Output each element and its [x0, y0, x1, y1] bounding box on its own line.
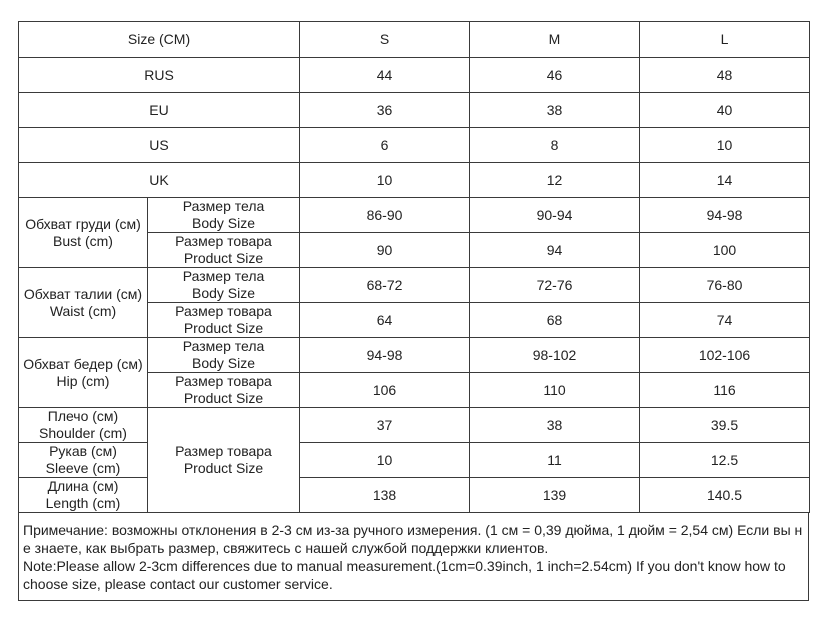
row-label: UK	[19, 163, 300, 198]
value-cell: 40	[640, 93, 810, 128]
size-l-header: L	[640, 22, 810, 58]
table-row-rus	[19, 58, 810, 93]
length-label	[19, 478, 148, 513]
table-row-uk	[19, 163, 810, 198]
length-label-en: Length (cm)	[45, 495, 121, 511]
value-cell: 36	[300, 93, 470, 128]
value-cell: 94-98	[640, 198, 810, 233]
value-cell: 94	[470, 233, 640, 268]
product-size-label	[148, 233, 300, 268]
value-cell: 116	[640, 373, 810, 408]
waist-label-ru: Обхват талии (см)	[23, 285, 143, 302]
body-size-label-ru: Размер тела	[182, 338, 265, 354]
value-cell: 68-72	[300, 268, 470, 303]
body-size-label-en: Body Size	[191, 215, 256, 231]
sleeve-label	[19, 443, 148, 478]
value-cell: 110	[470, 373, 640, 408]
sleeve-label-en: Sleeve (cm)	[45, 460, 121, 476]
body-size-label	[148, 198, 300, 233]
size-s-header: S	[300, 22, 470, 58]
product-size-label-en: Product Size	[183, 390, 264, 406]
value-cell: 140.5	[640, 478, 810, 513]
value-cell: 139	[470, 478, 640, 513]
hip-label	[19, 338, 148, 408]
shoulder-label	[19, 408, 148, 443]
value-cell: 68	[470, 303, 640, 338]
value-cell: 10	[640, 128, 810, 163]
body-size-label-ru: Размер тела	[182, 198, 265, 214]
body-size-label	[148, 268, 300, 303]
size-header-cell: Size (CM)	[19, 22, 300, 58]
size-m-header: M	[470, 22, 640, 58]
table-row-waist-body	[19, 268, 810, 303]
hip-label-en: Hip (cm)	[56, 372, 110, 389]
note-en-line-2: choose size, please contact our customer service.	[23, 576, 333, 592]
table-row-shoulder	[19, 408, 810, 443]
hip-label-ru: Обхват бедер (см)	[23, 355, 143, 372]
value-cell: 90-94	[470, 198, 640, 233]
value-cell: 74	[640, 303, 810, 338]
bust-label-en: Bust (cm)	[53, 232, 113, 249]
value-cell: 46	[470, 58, 640, 93]
body-size-label-en: Body Size	[191, 285, 256, 301]
table-header-row	[19, 22, 810, 58]
value-cell: 106	[300, 373, 470, 408]
value-cell: 100	[640, 233, 810, 268]
size-chart-table	[18, 21, 810, 513]
sleeve-label-ru: Рукав (см)	[49, 443, 117, 459]
value-cell: 86-90	[300, 198, 470, 233]
value-cell: 37	[300, 408, 470, 443]
bust-label	[19, 198, 148, 268]
value-cell: 94-98	[300, 338, 470, 373]
value-cell: 8	[470, 128, 640, 163]
value-cell: 38	[470, 408, 640, 443]
value-cell: 72-76	[470, 268, 640, 303]
shoulder-label-en: Shoulder (cm)	[39, 425, 127, 441]
value-cell: 39.5	[640, 408, 810, 443]
row-label: EU	[19, 93, 300, 128]
body-size-label	[148, 338, 300, 373]
product-size-label-ru: Размер товара	[175, 303, 272, 319]
product-size-label-ru: Размер товара	[175, 443, 272, 459]
table-row-length	[19, 478, 810, 513]
row-label: RUS	[19, 58, 300, 93]
length-label-ru: Длина (см)	[47, 478, 119, 494]
value-cell: 90	[300, 233, 470, 268]
value-cell: 44	[300, 58, 470, 93]
body-size-label-en: Body Size	[191, 355, 256, 371]
note-en-line-1: Note:Please allow 2-3cm differences due to manual measurement.(1cm=0.39inch, 1 inch=2.54cm) If you don't know how to	[23, 558, 786, 574]
measurement-note	[18, 513, 809, 601]
value-cell: 6	[300, 128, 470, 163]
table-row-bust-body	[19, 198, 810, 233]
value-cell: 102-106	[640, 338, 810, 373]
product-size-label-en: Product Size	[183, 460, 264, 476]
body-size-label-ru: Размер тела	[182, 268, 265, 284]
product-size-label-en: Product Size	[183, 250, 264, 266]
value-cell: 76-80	[640, 268, 810, 303]
waist-label	[19, 268, 148, 338]
note-ru-line-2: е знаете, как выбрать размер, свяжитесь с нашей службой поддержки клиентов.	[23, 540, 549, 556]
bust-label-ru: Обхват груди (см)	[25, 215, 141, 232]
table-row-us	[19, 128, 810, 163]
product-size-label-ru: Размер товара	[175, 373, 272, 389]
shoulder-label-ru: Плечо (см)	[47, 408, 119, 424]
waist-label-en: Waist (cm)	[49, 302, 117, 319]
table-row-eu	[19, 93, 810, 128]
value-cell: 64	[300, 303, 470, 338]
value-cell: 11	[470, 443, 640, 478]
value-cell: 138	[300, 478, 470, 513]
value-cell: 12	[470, 163, 640, 198]
value-cell: 10	[300, 443, 470, 478]
product-size-label-en: Product Size	[183, 320, 264, 336]
value-cell: 14	[640, 163, 810, 198]
value-cell: 38	[470, 93, 640, 128]
product-size-label	[148, 373, 300, 408]
table-row-sleeve	[19, 443, 810, 478]
product-size-label	[148, 303, 300, 338]
value-cell: 10	[300, 163, 470, 198]
product-size-label-ru: Размер товара	[175, 233, 272, 249]
product-size-label	[148, 408, 300, 513]
value-cell: 98-102	[470, 338, 640, 373]
value-cell: 48	[640, 58, 810, 93]
note-ru-line-1: Примечание: возможны отклонения в 2-3 см из-за ручного измерения. (1 см = 0,39 дюйма, 1 дюйм = 2,54 см) Если вы н	[23, 522, 803, 538]
row-label: US	[19, 128, 300, 163]
table-row-hip-body	[19, 338, 810, 373]
value-cell: 12.5	[640, 443, 810, 478]
